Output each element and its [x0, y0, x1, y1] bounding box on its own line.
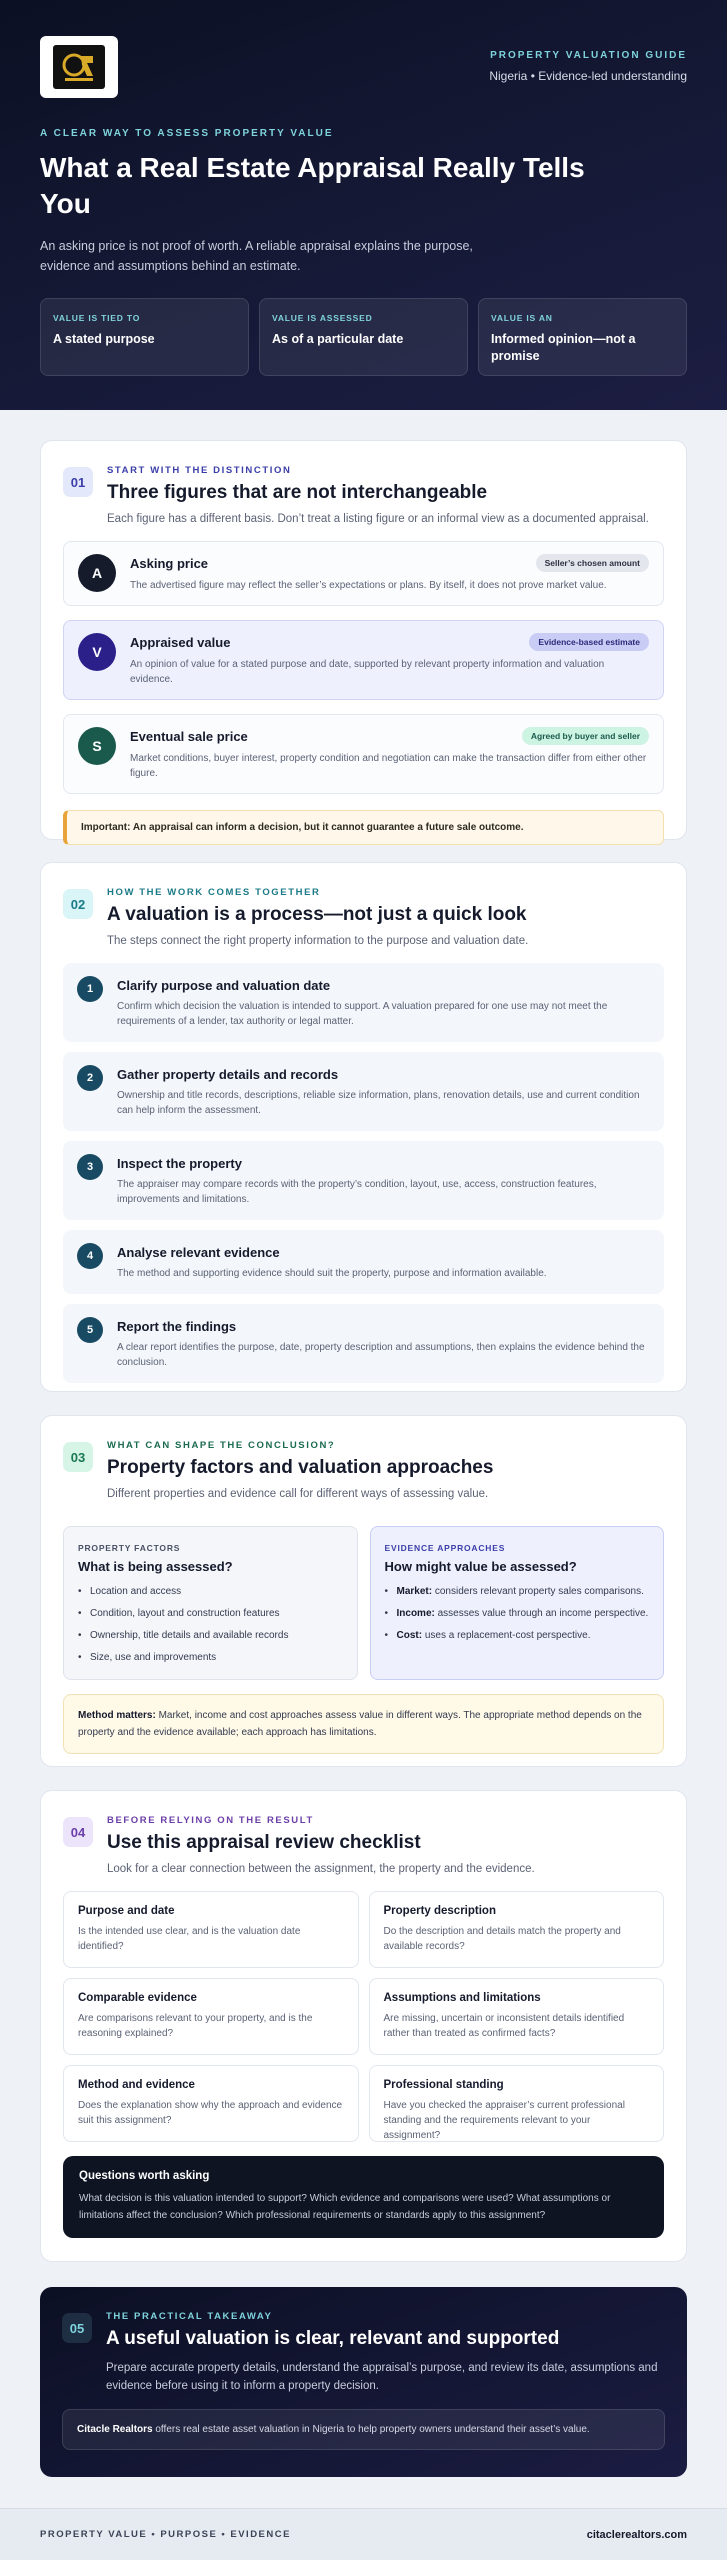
checklist-item	[63, 2065, 359, 2142]
section-kicker: HOW THE WORK COMES TOGETHER	[107, 887, 321, 898]
check-title: Method and evidence	[78, 2079, 195, 2091]
guide-subtitle: Nigeria • Evidence-led understanding	[489, 69, 687, 83]
check-desc: Are missing, uncertain or inconsistent details identified rather than treated as confirmed facts?	[383, 2013, 625, 2039]
approach-text: assesses value through an income perspective.	[437, 1608, 649, 1619]
tile-value: A stated purpose	[53, 332, 155, 346]
important-callout: Important: An appraisal can inform a decision, but it cannot guarantee a future sale outcome.	[63, 810, 664, 845]
step-desc: The appraiser may compare records with the property’s condition, layout, use, access, construction features, improvements and limitations.	[117, 1179, 597, 1205]
figure-asking-price	[63, 541, 664, 606]
section-header	[63, 1440, 664, 1500]
section-title: Use this appraisal review checklist	[107, 1832, 421, 1853]
method-callout	[63, 1694, 664, 1754]
tile-value: Informed opinion—not a promise	[491, 332, 636, 363]
list-item: • Size, use and improvements	[78, 1650, 343, 1665]
section-takeaway	[40, 2287, 687, 2477]
avatar: S	[78, 727, 116, 765]
card-label: PROPERTY FACTORS	[78, 1543, 181, 1553]
hero-tiles	[40, 298, 687, 376]
process-step	[63, 1141, 664, 1220]
figure-desc: An opinion of value for a stated purpose and date, supported by relevant property information and valuation evidence.	[130, 659, 605, 685]
checklist-grid	[63, 1891, 664, 2142]
hero-tile	[259, 298, 468, 376]
method-text: Market, income and cost approaches assess value in different ways. The appropriate method depends on the property and the evidence available; each approach has limitations.	[78, 1710, 642, 1738]
footer	[0, 2508, 727, 2560]
check-title: Professional standing	[383, 2079, 504, 2091]
step-number: 2	[77, 1065, 103, 1091]
section-intro: Different properties and evidence call for different ways of assessing value.	[107, 1488, 489, 1500]
questions-panel	[63, 2156, 664, 2238]
section-number: 02	[63, 889, 93, 919]
list-item	[385, 1628, 650, 1643]
step-number: 3	[77, 1154, 103, 1180]
logo-mark	[53, 45, 105, 89]
step-desc: The method and supporting evidence should suit the property, purpose and information available.	[117, 1268, 547, 1279]
check-desc: Do the description and details match the property and available records?	[383, 1926, 621, 1952]
figure-name: Asking price	[130, 555, 209, 571]
figure-eventual-sale-price	[63, 714, 664, 794]
footer-tagline: PROPERTY VALUE • PURPOSE • EVIDENCE	[40, 2529, 291, 2540]
step-title: Report the findings	[117, 1319, 237, 1334]
process-step	[63, 1230, 664, 1294]
approach-term: Cost:	[396, 1630, 423, 1641]
hero-lead: An asking price is not proof of worth. A reliable appraisal explains the purpose, evidence and assumptions behind an estimate.	[40, 239, 473, 273]
company-logo[interactable]	[40, 36, 118, 98]
section-title: Three figures that are not interchangeable	[107, 482, 488, 503]
list-item: • Ownership, title details and available records	[78, 1628, 343, 1643]
section-intro: Prepare accurate property details, understand the appraisal’s purpose, and review its date, assumptions and evidence before using it to inform a property decision.	[106, 2362, 658, 2392]
step-number: 4	[77, 1243, 103, 1269]
brand-note-text: offers real estate asset valuation in Nigeria to help property owners understand their asset’s value.	[155, 2424, 590, 2435]
section-distinction	[40, 440, 687, 840]
section-number: 01	[63, 467, 93, 497]
status-badge: Agreed by buyer and seller	[522, 727, 649, 745]
checklist-item	[63, 1891, 359, 1968]
section-title: A valuation is a process—not just a quick look	[107, 904, 527, 925]
section-header	[62, 2311, 665, 2395]
list-item	[385, 1606, 650, 1621]
section-kicker: BEFORE RELYING ON THE RESULT	[107, 1815, 314, 1826]
list-item: • Location and access	[78, 1584, 343, 1599]
brand-note	[62, 2409, 665, 2450]
card-label: EVIDENCE APPROACHES	[384, 1543, 506, 1553]
section-process	[40, 862, 687, 1392]
process-step	[63, 1052, 664, 1131]
section-number: 05	[62, 2313, 92, 2343]
card-title: How might value be assessed?	[384, 1559, 577, 1574]
checklist-item	[369, 1891, 665, 1968]
check-title: Assumptions and limitations	[383, 1992, 541, 2004]
approach-term: Market:	[396, 1586, 433, 1597]
card-title: What is being assessed?	[78, 1559, 233, 1574]
check-desc: Does the explanation show why the approach and evidence suit this assignment?	[78, 2100, 343, 2126]
list-item: • Condition, layout and construction features	[78, 1606, 343, 1621]
step-desc: Confirm which decision the valuation is intended to support. A valuation prepared for one use may not meet the requirements of a lender, tax authority or legal matter.	[117, 1001, 608, 1027]
checklist-item	[369, 1978, 665, 2055]
tile-value: As of a particular date	[272, 332, 404, 346]
avatar: V	[78, 633, 116, 671]
section-number: 04	[63, 1817, 93, 1847]
status-badge: Evidence-based estimate	[529, 633, 649, 651]
section-header	[63, 887, 664, 947]
factor-list	[78, 1584, 343, 1665]
approach-text: considers relevant property sales comparisons.	[434, 1586, 644, 1597]
approach-list	[385, 1584, 650, 1643]
step-desc: Ownership and title records, descriptions, reliable size information, plans, renovation details, use and current condition can help inform the assessment.	[117, 1090, 640, 1116]
section-title: A useful valuation is clear, relevant and supported	[106, 2328, 560, 2349]
section-kicker: WHAT CAN SHAPE THE CONCLUSION?	[107, 1440, 336, 1451]
step-desc: A clear report identifies the purpose, date, property description and assumptions, then explains the evidence behind the conclusion.	[117, 1342, 645, 1368]
process-step	[63, 1304, 664, 1383]
section-header	[63, 1815, 664, 1875]
section-intro: Each figure has a different basis. Don’t treat a listing figure or an informal view as a documented appraisal.	[107, 513, 649, 525]
check-title: Comparable evidence	[78, 1992, 197, 2004]
check-desc: Is the intended use clear, and is the valuation date identified?	[78, 1926, 301, 1952]
hero-tile	[478, 298, 687, 376]
property-factors-card	[63, 1526, 358, 1680]
brand-name: Citacle Realtors	[77, 2424, 153, 2435]
avatar: A	[78, 554, 116, 592]
check-desc: Are comparisons relevant to your property, and is the reasoning explained?	[78, 2013, 313, 2039]
checklist-item	[369, 2065, 665, 2142]
section-intro: Look for a clear connection between the assignment, the property and the evidence.	[107, 1863, 535, 1875]
method-label: Method matters:	[78, 1710, 156, 1721]
step-number: 5	[77, 1317, 103, 1343]
step-title: Clarify purpose and valuation date	[117, 978, 331, 993]
figure-desc: The advertised figure may reflect the seller’s expectations or plans. By itself, it does not prove market value.	[130, 580, 607, 591]
step-title: Gather property details and records	[117, 1067, 339, 1082]
figure-desc: Market conditions, buyer interest, property condition and negotiation can make the transaction differ from either other figure.	[130, 753, 647, 779]
questions-text: What decision is this valuation intended to support? Which evidence and comparisons were used? What assumptions or limitations affect the conclusion? Which professional requirements or standards apply to this assignment?	[79, 2193, 611, 2221]
logo-emblem-icon	[59, 50, 99, 84]
section-kicker: THE PRACTICAL TAKEAWAY	[106, 2311, 273, 2322]
evidence-approaches-card	[370, 1526, 665, 1680]
list-item	[385, 1584, 650, 1599]
tile-label: VALUE IS AN	[491, 313, 553, 323]
step-title: Analyse relevant evidence	[117, 1245, 280, 1260]
footer-website-link[interactable]: citaclerealtors.com	[586, 2528, 687, 2541]
figure-name: Appraised value	[130, 634, 231, 650]
step-title: Inspect the property	[117, 1156, 242, 1171]
approach-text: uses a replacement-cost perspective.	[424, 1630, 591, 1641]
checklist-item	[63, 1978, 359, 2055]
tile-label: VALUE IS ASSESSED	[272, 313, 373, 323]
guide-label	[489, 50, 687, 83]
tile-label: VALUE IS TIED TO	[53, 313, 141, 323]
section-title: Property factors and valuation approaches	[107, 1457, 494, 1478]
status-badge: Seller’s chosen amount	[536, 554, 649, 572]
hero-kicker: A CLEAR WAY TO ASSESS PROPERTY VALUE	[40, 128, 334, 139]
check-desc: Have you checked the appraiser’s current professional standing and the requirements relevant to your assignment?	[383, 2100, 625, 2141]
section-factors	[40, 1415, 687, 1767]
figure-appraised-value	[63, 620, 664, 700]
section-header	[63, 465, 664, 525]
guide-title: PROPERTY VALUATION GUIDE	[490, 50, 687, 61]
hero-tile	[40, 298, 249, 376]
process-step	[63, 963, 664, 1042]
questions-title: Questions worth asking	[79, 2170, 210, 2182]
check-title: Purpose and date	[78, 1905, 175, 1917]
check-title: Property description	[383, 1905, 496, 1917]
section-kicker: START WITH THE DISTINCTION	[107, 465, 292, 476]
hero-header	[0, 0, 727, 410]
step-number: 1	[77, 976, 103, 1002]
section-intro: The steps connect the right property information to the purpose and valuation date.	[107, 935, 529, 947]
figure-name: Eventual sale price	[130, 728, 248, 744]
factor-columns	[63, 1526, 664, 1680]
page-title: What a Real Estate Appraisal Really Tells You	[40, 152, 585, 219]
section-checklist	[40, 1790, 687, 2262]
section-number: 03	[63, 1442, 93, 1472]
approach-term: Income:	[396, 1608, 435, 1619]
